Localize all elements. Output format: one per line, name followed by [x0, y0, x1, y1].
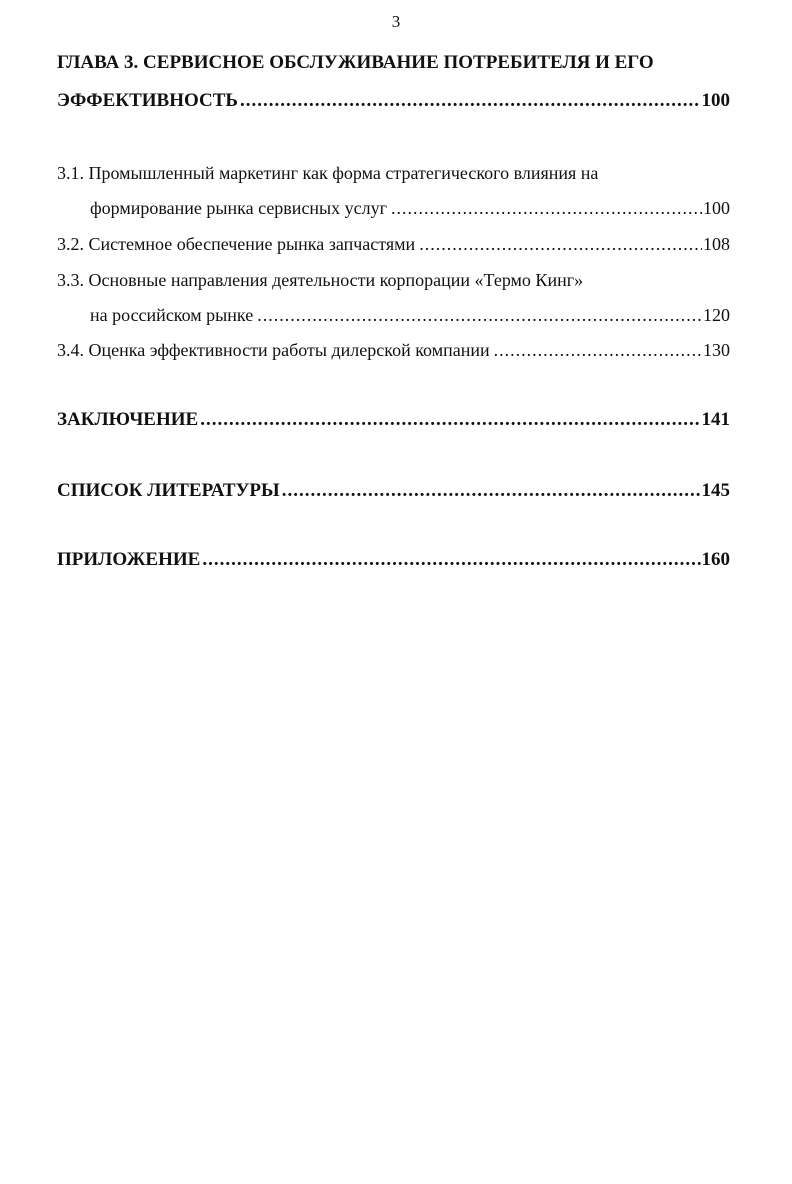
- page-ref: 145: [701, 480, 730, 501]
- toc-entry-3-2: [57, 234, 730, 255]
- chapter-title-line1: ГЛАВА 3. СЕРВИСНОЕ ОБСЛУЖИВАНИЕ ПОТРЕБИТЕЛЯ И ЕГО: [57, 52, 654, 73]
- dot-leader: [419, 234, 702, 255]
- page-ref: 100: [703, 198, 730, 218]
- dot-leader: [282, 480, 701, 502]
- dot-leader: [202, 549, 700, 571]
- toc-entry-3-4: [57, 340, 730, 361]
- page-ref: 130: [703, 340, 730, 360]
- section-3-3-line2: на российском рынке: [90, 305, 254, 325]
- section-3-1-line1: 3.1. Промышленный маркетинг как форма стратегического влияния на: [57, 163, 599, 183]
- page-ref: 100: [701, 90, 730, 111]
- appendix-title: ПРИЛОЖЕНИЕ: [57, 549, 201, 570]
- section-3-1-line2: формирование рынка сервисных услуг: [90, 198, 388, 218]
- toc-entry-appendix: [57, 549, 730, 571]
- page-ref: 160: [701, 549, 730, 570]
- chapter-title-line2: ЭФФЕКТИВНОСТЬ: [57, 90, 238, 111]
- toc-entry-3-1: [90, 198, 730, 219]
- page-ref: 141: [701, 409, 730, 430]
- dot-leader: [257, 305, 702, 326]
- page-ref: 108: [703, 234, 730, 254]
- section-3-3-line1: 3.3. Основные направления деятельности корпорации «Термо Кинг»: [57, 270, 584, 290]
- dot-leader: [240, 90, 701, 112]
- dot-leader: [391, 198, 702, 219]
- conclusion-title: ЗАКЛЮЧЕНИЕ: [57, 409, 199, 430]
- toc-entry-bibliography: [57, 480, 730, 502]
- page-number: 3: [391, 12, 401, 31]
- toc-entry-conclusion: [57, 409, 730, 431]
- toc-entry-chapter3: [57, 90, 730, 112]
- toc-entry-3-3: [90, 305, 730, 326]
- dot-leader: [494, 340, 702, 361]
- section-3-2-title: 3.2. Системное обеспечение рынка запчастями: [57, 234, 416, 254]
- bibliography-title: СПИСОК ЛИТЕРАТУРЫ: [57, 480, 280, 501]
- section-3-4-title: 3.4. Оценка эффективности работы дилерской компании: [57, 340, 490, 360]
- dot-leader: [200, 409, 700, 431]
- page-ref: 120: [703, 305, 730, 325]
